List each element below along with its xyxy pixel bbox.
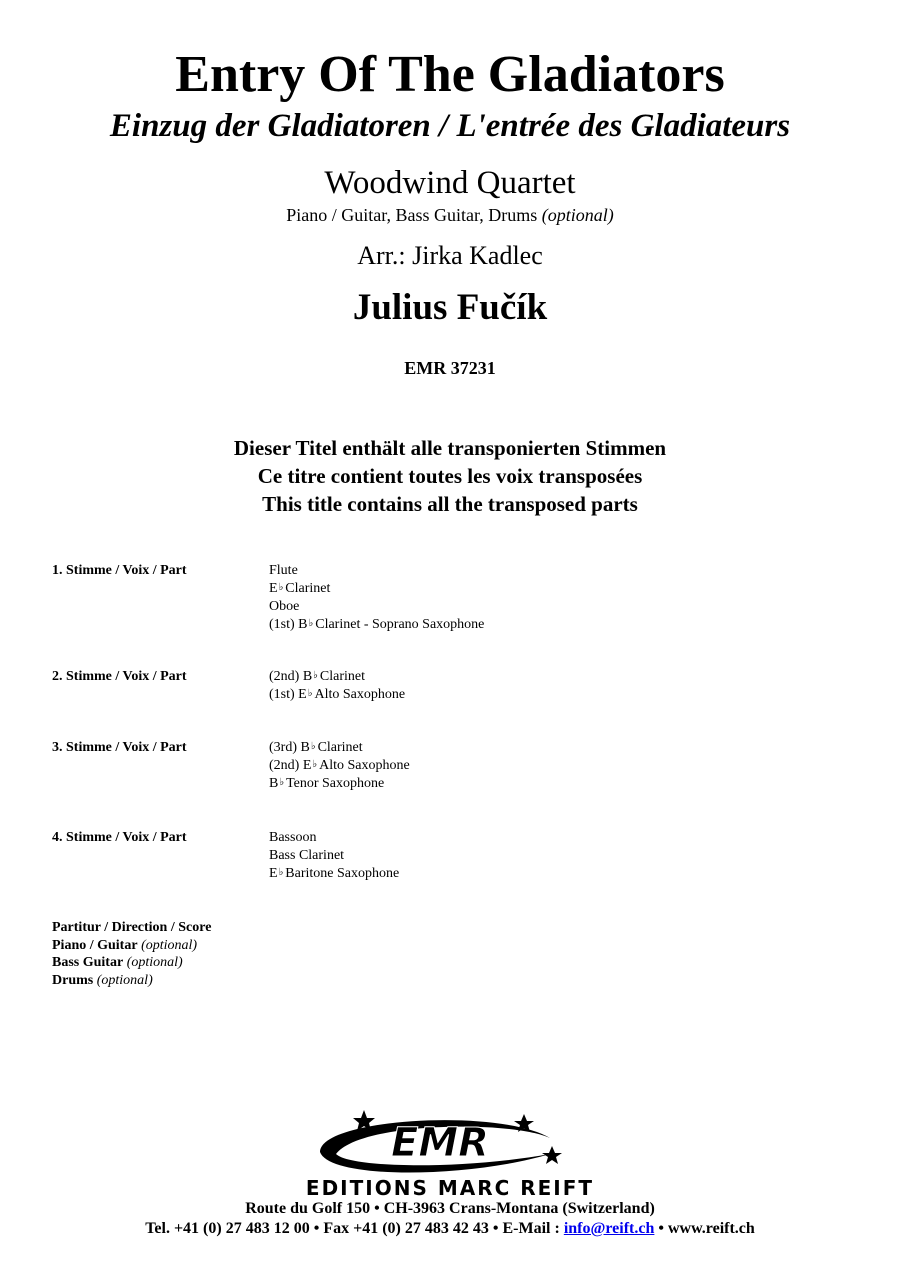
- instrument-key: B: [300, 740, 310, 755]
- instrument-item: [269, 775, 410, 793]
- notice-french: Ce titre contient toutes les voix transposées: [257, 464, 643, 488]
- instrument-item: [269, 562, 484, 580]
- composer: Julius Fučík: [352, 287, 548, 328]
- separator: •: [658, 1220, 664, 1237]
- instrument-item: [269, 616, 484, 634]
- instrument-position: (2nd): [269, 758, 303, 773]
- instrument-name: Baritone Saxophone: [285, 866, 400, 881]
- instrument-key: B: [269, 776, 279, 791]
- instrument-position: (2nd): [269, 669, 303, 684]
- website: www.reift.ch: [668, 1220, 755, 1237]
- flat-icon: ♭: [278, 582, 284, 593]
- part-instrument-list: [269, 739, 410, 793]
- extra-part-name: Piano / Guitar: [52, 937, 138, 953]
- instrument-name: Flute: [269, 563, 298, 578]
- part-instrument-list: [269, 829, 399, 883]
- instrument-item: [269, 580, 484, 598]
- part-label: 4. Stimme / Voix / Part: [52, 830, 187, 845]
- instrument-name: Clarinet: [317, 740, 363, 755]
- separator: •: [492, 1220, 499, 1237]
- extra-part-item: [52, 937, 211, 955]
- notice-german: Dieser Titel enthält alle transponierten Stimmen: [233, 436, 667, 460]
- instrument-name: Bass Clarinet: [269, 848, 345, 863]
- extra-part-name: Bass Guitar: [52, 955, 124, 970]
- instrument-key: B: [302, 669, 313, 684]
- flat-icon: ♭: [310, 741, 316, 752]
- part-instrument-list: [269, 562, 484, 634]
- flat-icon: ♭: [307, 688, 313, 699]
- email-label: E-Mail :: [502, 1220, 560, 1237]
- publisher-name: EDITIONS MARC REIFT: [305, 1176, 595, 1200]
- emr-logo: [300, 1108, 570, 1180]
- fax: Fax +41 (0) 27 483 42 43: [323, 1220, 489, 1237]
- instrument-name: Clarinet: [319, 669, 365, 684]
- instrument-name: Alto Saxophone: [314, 687, 406, 702]
- instrument-name: Tenor Saxophone: [286, 776, 385, 791]
- extra-part-note: (optional): [141, 937, 198, 953]
- part-label: 2. Stimme / Voix / Part: [52, 669, 187, 684]
- star-icon: [542, 1146, 562, 1164]
- score-title: Entry Of The Gladiators: [175, 46, 725, 103]
- instrument-key: B: [298, 617, 308, 632]
- instrument-item: [269, 598, 484, 616]
- extra-part-note: (optional): [96, 972, 153, 988]
- extra-part-note: (optional): [126, 955, 183, 970]
- instrumentation-optional: (optional): [541, 205, 614, 225]
- flat-icon: ♭: [308, 618, 314, 629]
- instrument-item: [269, 686, 405, 704]
- catalog-number: EMR 37231: [404, 358, 496, 378]
- instrument-position: (1st): [269, 617, 299, 632]
- instrumentation-text: Piano / Guitar, Bass Guitar, Drums: [286, 205, 538, 225]
- instrument-key: E: [302, 758, 312, 773]
- extra-part-item: [52, 919, 211, 937]
- publisher-address: Route du Golf 150 • CH-3963 Crans-Montana (Switzerland): [245, 1200, 655, 1217]
- part-label: 1. Stimme / Voix / Part: [52, 563, 187, 578]
- instrument-item: [269, 757, 410, 775]
- instrument-position: (1st): [269, 687, 299, 702]
- notice-english: This title contains all the transposed parts: [262, 492, 638, 516]
- flat-icon: ♭: [313, 670, 318, 681]
- flat-icon: ♭: [279, 777, 285, 788]
- logo-emr-text: EMR: [391, 1120, 489, 1166]
- instrument-name: Clarinet: [285, 581, 331, 596]
- instrument-key: E: [269, 581, 278, 596]
- extra-part-name: Partitur / Direction / Score: [52, 920, 212, 935]
- instrument-item: [269, 847, 399, 865]
- extra-part-name: Drums: [52, 972, 94, 988]
- instrument-position: (3rd): [269, 740, 301, 755]
- instrumentation: [0, 204, 900, 226]
- score-subtitle: Einzug der Gladiatoren / L'entrée des Gladiateurs: [109, 108, 791, 144]
- instrument-name: Alto Saxophone: [319, 758, 410, 773]
- instrument-key: E: [269, 866, 278, 881]
- instrument-name: Oboe: [269, 599, 300, 614]
- instrument-name: Clarinet - Soprano Saxophone: [315, 617, 485, 632]
- extra-part-item: [52, 972, 211, 990]
- part-instrument-list: [269, 668, 405, 704]
- separator: •: [313, 1220, 320, 1237]
- extra-parts: [52, 919, 211, 989]
- flat-icon: ♭: [312, 759, 318, 770]
- ensemble: Woodwind Quartet: [324, 165, 576, 201]
- instrument-item: [269, 829, 399, 847]
- instrument-item: [269, 865, 399, 883]
- publisher-contact: [0, 1219, 900, 1239]
- instrument-key: E: [298, 687, 307, 702]
- flat-icon: ♭: [278, 867, 284, 878]
- part-label: 3. Stimme / Voix / Part: [52, 740, 187, 755]
- arranger: Arr.: Jirka Kadlec: [357, 241, 543, 270]
- email-link[interactable]: info@reift.ch: [563, 1220, 655, 1237]
- instrument-name: Bassoon: [269, 830, 317, 845]
- instrument-item: [269, 668, 405, 686]
- extra-part-item: [52, 954, 211, 972]
- instrument-item: [269, 739, 410, 757]
- telephone: Tel. +41 (0) 27 483 12 00: [145, 1220, 310, 1237]
